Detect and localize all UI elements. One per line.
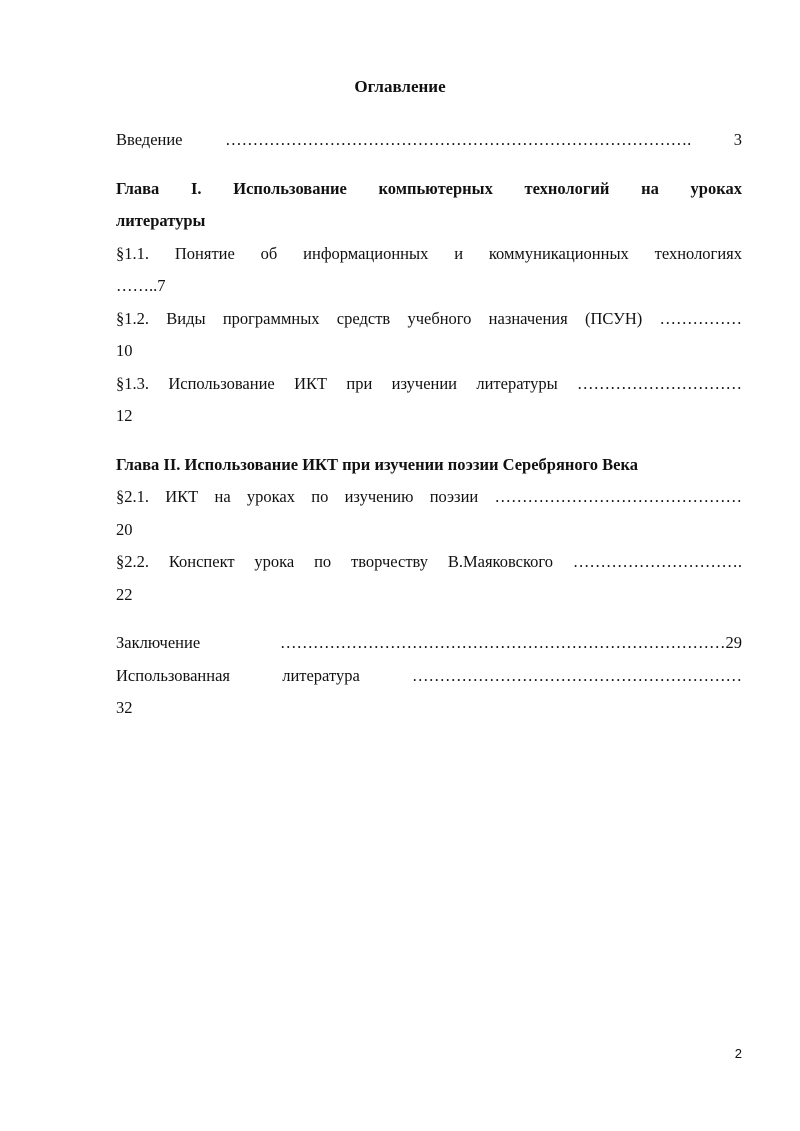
- toc-dot-leader: ………………………………………………………………………: [280, 633, 726, 652]
- toc-page-number: 29: [725, 633, 742, 652]
- toc-page-number: 12: [116, 406, 133, 425]
- toc-entry-1-2: [116, 303, 742, 368]
- toc-entry-conclusion: [116, 627, 742, 660]
- toc-entry-label: Использованная литература ……………………………………………………: [116, 665, 742, 685]
- toc-page-number: 10: [116, 341, 133, 360]
- toc-page-number: 32: [116, 698, 133, 717]
- chapter-title-line: Глава II. Использование ИКТ при изучении поэзии Серебряного Века: [116, 454, 638, 474]
- toc-page-number: . 3: [687, 130, 743, 149]
- toc-dot-leader: …………………………………………………………………………: [225, 130, 688, 149]
- toc-entry-label: Заключение: [116, 633, 201, 652]
- toc-page-number: 22: [116, 584, 133, 604]
- page-number: 2: [734, 1046, 742, 1061]
- toc-chapter-2: [116, 449, 742, 482]
- chapter-title-line: литературы: [116, 211, 206, 230]
- toc-entry-1-3: [116, 368, 742, 433]
- toc-entry-intro: [116, 124, 742, 157]
- chapter-title-line: Глава I. Использование компьютерных технологий на уроках: [116, 178, 742, 198]
- toc-entry-2-1: [116, 481, 742, 546]
- toc-chapter-1: [116, 173, 742, 238]
- toc-entry-2-2: [116, 546, 742, 611]
- toc-page-number: ……..7: [116, 276, 166, 295]
- toc-entry-label: §2.1. ИКТ на уроках по изучению поэзии ………………………………………: [116, 487, 742, 506]
- toc-entry-label: §1.2. Виды программных средств учебного назначения (ПСУН) ……………: [116, 308, 742, 328]
- toc-title: Оглавление: [354, 77, 446, 96]
- toc-entry-1-1: [116, 238, 742, 303]
- toc-entry-references: [116, 660, 742, 725]
- toc-page-number: 20: [116, 519, 133, 539]
- toc-entry-label: §2.2. Конспект урока по творчеству В.Маяковского ………………………….: [116, 552, 742, 571]
- toc-entry-label: Введение: [116, 130, 183, 149]
- toc-entry-label: §1.1. Понятие об информационных и коммуникационных технологиях: [116, 243, 742, 263]
- toc-entry-label: §1.3. Использование ИКТ при изучении литературы …………………………: [116, 373, 742, 393]
- table-of-contents: [116, 124, 742, 725]
